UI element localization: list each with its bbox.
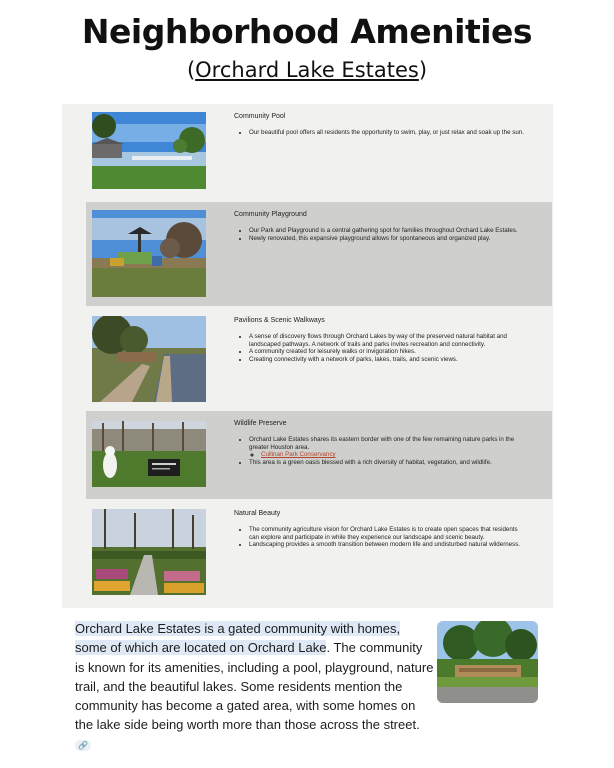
entrance-thumbnail[interactable] <box>437 621 538 703</box>
link-icon[interactable]: 🔗 <box>75 740 91 751</box>
community-summary <box>75 619 435 754</box>
amenity-title-natural-beauty: Natural Beauty <box>234 510 281 517</box>
amenity-bullet: • Creating connectivity with a network of parks, lakes, trails, and scenic views. <box>249 356 524 364</box>
amenities-document <box>62 104 553 608</box>
subtitle-open-paren: ( <box>186 58 196 82</box>
amenity-title-walkways: Pavilions & Scenic Walkways <box>234 317 325 324</box>
amenity-bullet: • A sense of discovery flows through Orchard Lakes by way of the preserved natural habitat and landscaped pathways. A network of trails and parks invites recreation and connectivity. <box>249 333 524 348</box>
page-subtitle <box>0 58 614 82</box>
amenity-row-walkways <box>86 308 552 410</box>
amenity-bullet: • Newly renovated, this expansive playground allows for spontaneous and organized play. <box>249 235 524 243</box>
playground-photo <box>92 210 206 297</box>
amenity-description-natural-beauty <box>234 526 524 549</box>
amenity-row-playground <box>86 202 552 306</box>
amenity-title-pool: Community Pool <box>234 113 286 120</box>
natural-beauty-photo <box>92 509 206 595</box>
cullinan-park-link[interactable]: Cullinan Park Conservancy <box>261 451 336 459</box>
summary-highlight: Orchard Lake Estates is a gated community with homes, some of which are located on Orchard Lake <box>75 621 401 656</box>
amenity-description-walkways <box>234 333 524 363</box>
amenity-bullet: • This area is a green oasis blessed with a rich diversity of habitat, vegetation, and wildlife. <box>249 459 524 467</box>
amenity-description-wildlife <box>234 436 524 466</box>
amenity-sublist-item <box>249 451 524 459</box>
walkway-photo <box>92 316 206 402</box>
amenity-bullet: • Orchard Lake Estates shares its eastern border with one of the few remaining nature parks in the greater Houston area. <box>249 436 524 451</box>
amenity-bullet: • Our Park and Playground is a central gathering spot for families throughout Orchard Lake Estates. <box>249 227 524 235</box>
summary-text: . The community is known for its amenities, including a pool, playground, nature trail, and the beautiful lakes. Some residents mention the community has become a gated area, with some homes on the lake side being worth more than those across the street. <box>75 640 434 733</box>
amenity-bullet: • Our beautiful pool offers all residents the opportunity to swim, play, or just relax and soak up the sun. <box>249 129 524 137</box>
amenity-bullet: • The community agriculture vision for Orchard Lake Estates is to create open spaces that residents can explore and participate in while they experience our landscape and scenic beauty. <box>249 526 524 541</box>
page-title: Neighborhood Amenities <box>81 12 533 51</box>
amenity-row-wildlife <box>86 411 552 499</box>
amenity-description-pool <box>234 129 524 137</box>
amenity-row-natural-beauty <box>86 501 552 606</box>
amenity-title-playground: Community Playground <box>234 211 307 218</box>
wildlife-photo <box>92 421 206 487</box>
amenity-bullet: • A community created for leisurely walks or invigoration hikes. <box>249 348 524 356</box>
subtitle-community-name: Orchard Lake Estates <box>195 58 419 82</box>
amenity-title-wildlife: Wildlife Preserve <box>234 420 287 427</box>
amenity-row-pool <box>86 104 552 196</box>
amenity-description-playground <box>234 227 524 242</box>
subtitle-close-paren: ) <box>418 58 428 82</box>
pool-photo <box>92 112 206 189</box>
amenity-bullet: • Landscaping provides a smooth transition between modern life and undisturbed natural wilderness. <box>249 541 524 549</box>
